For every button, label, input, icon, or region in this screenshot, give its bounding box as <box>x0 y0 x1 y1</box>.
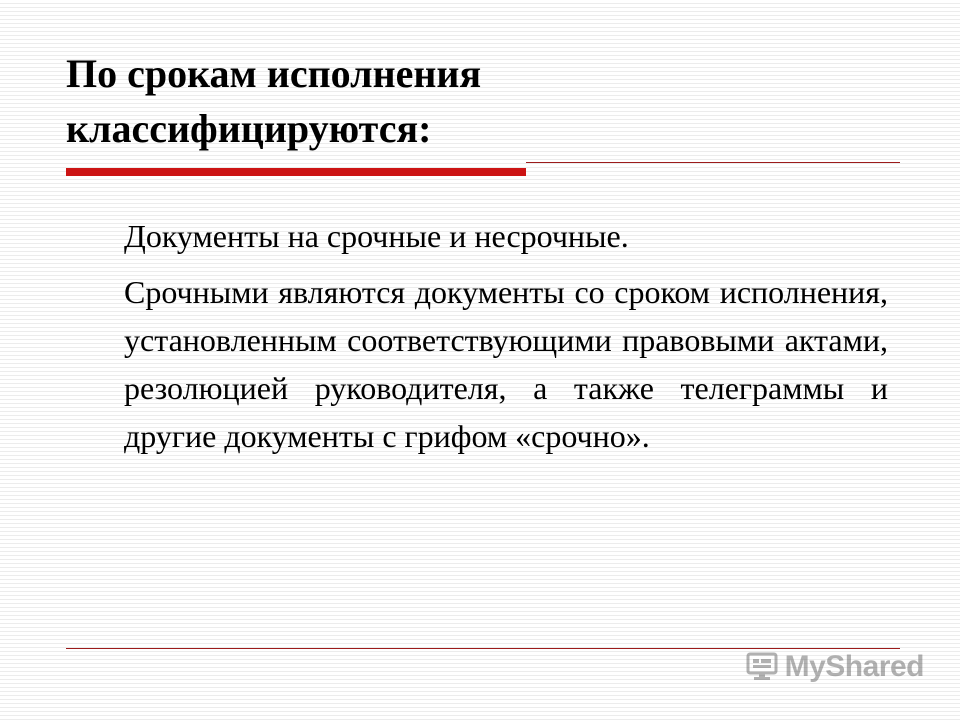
slide-body <box>124 212 888 460</box>
watermark-text: MyShared <box>784 650 924 683</box>
monitor-logo-icon <box>745 650 779 684</box>
slide-title <box>66 46 866 156</box>
slide-title-line-2: классифицируются: <box>66 106 432 151</box>
body-paragraph-2: Срочными являются документы со сроком исполнения, установленным соответствующими правовыми актами, резолюцией руководителя, а также телеграммы и другие документы с грифом «срочно». <box>124 274 888 454</box>
slide-title-line-1: По срокам исполнения <box>66 51 482 96</box>
watermark <box>745 650 924 684</box>
footer-divider <box>66 648 900 649</box>
title-divider-accent <box>66 168 526 176</box>
body-paragraph-1: Документы на срочные и несрочные. <box>124 218 629 254</box>
title-divider-thin <box>526 162 900 163</box>
